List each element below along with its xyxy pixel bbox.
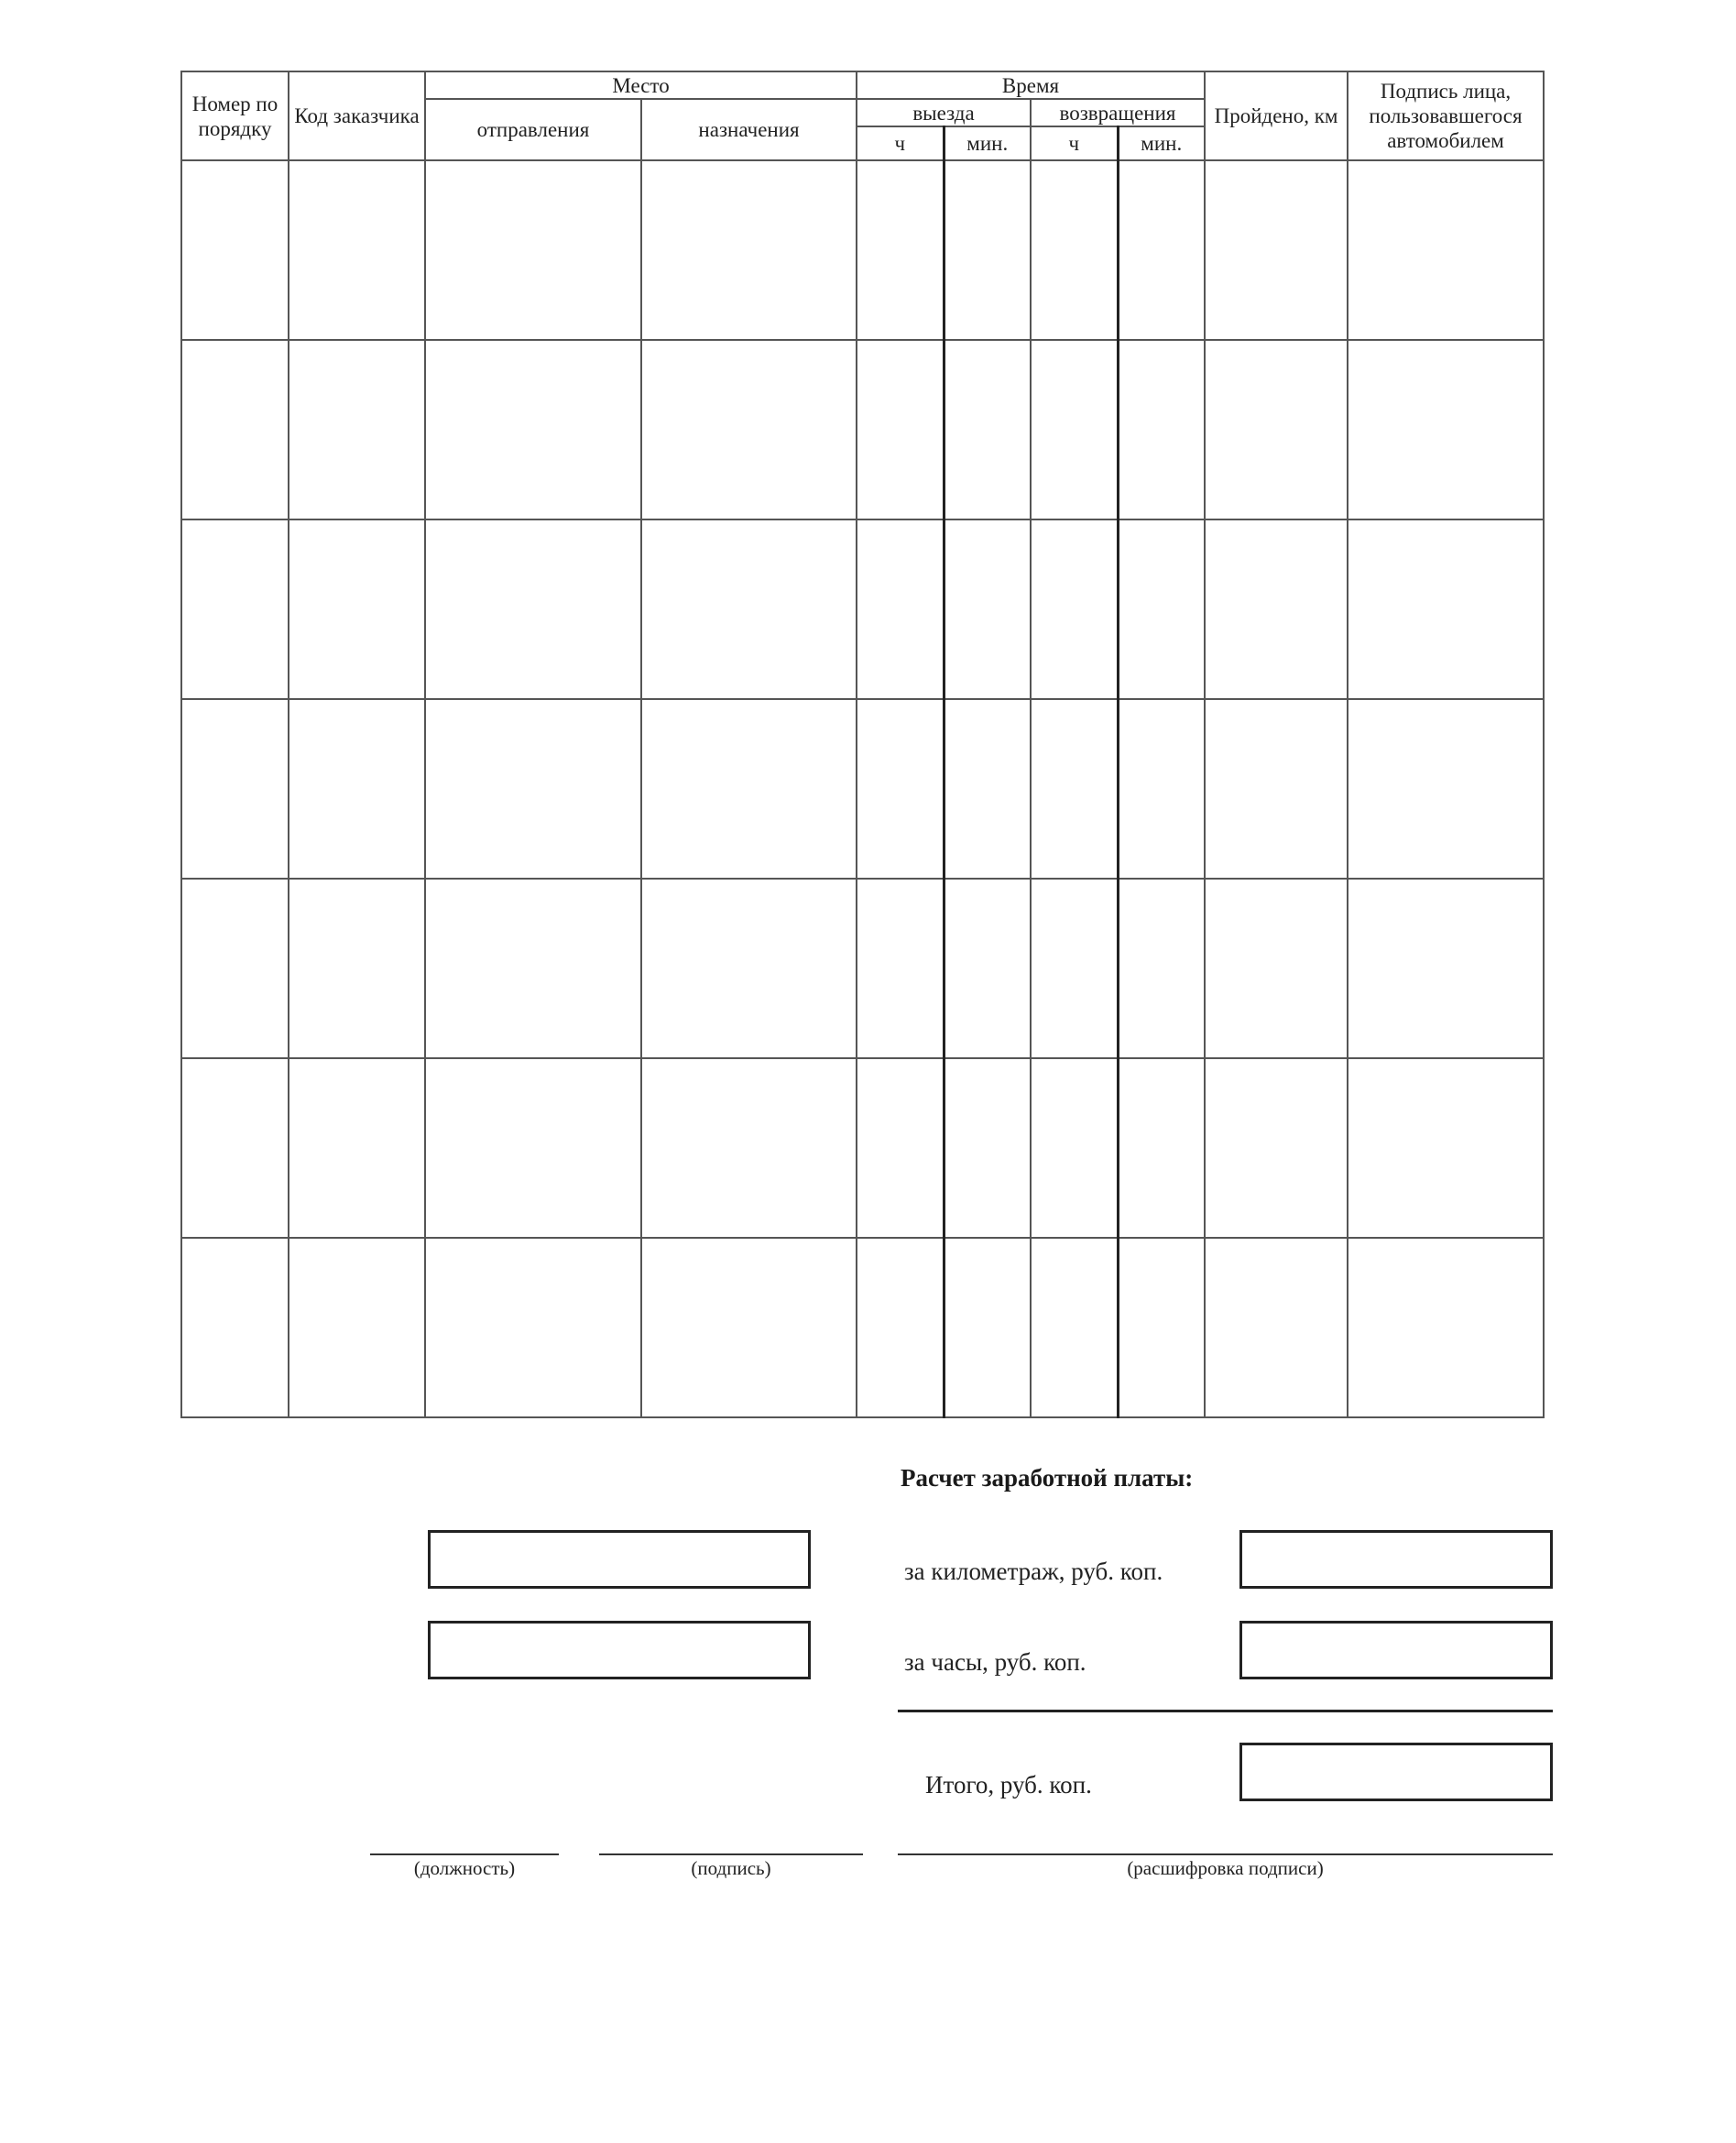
- table-cell[interactable]: [641, 519, 857, 699]
- table-cell[interactable]: [1348, 1058, 1544, 1238]
- table-cell[interactable]: [1031, 1238, 1118, 1417]
- table-cell[interactable]: [857, 1058, 944, 1238]
- table-cell[interactable]: [944, 1058, 1031, 1238]
- mileage-label: за километраж, руб. коп.: [904, 1558, 1163, 1585]
- table-cell[interactable]: [1118, 699, 1205, 879]
- table-cell[interactable]: [289, 1238, 425, 1417]
- header-destination-place: назначения: [641, 99, 857, 160]
- table-cell[interactable]: [1031, 340, 1118, 519]
- table-cell[interactable]: [181, 1058, 289, 1238]
- table-row: [181, 340, 1544, 519]
- header-place: Место: [425, 71, 857, 99]
- table-cell[interactable]: [1118, 519, 1205, 699]
- table-cell[interactable]: [1118, 879, 1205, 1058]
- table-cell[interactable]: [181, 519, 289, 699]
- decoding-caption: (расшифровка подписи): [1127, 1857, 1324, 1879]
- total-label: Итого, руб. коп.: [925, 1771, 1092, 1799]
- table-cell[interactable]: [1118, 1058, 1205, 1238]
- table-cell[interactable]: [425, 1058, 641, 1238]
- table-cell[interactable]: [641, 699, 857, 879]
- table-row: [181, 519, 1544, 699]
- signature-line[interactable]: [599, 1853, 863, 1855]
- trip-log-table: [180, 71, 1545, 1418]
- hours-amount-field[interactable]: [1239, 1621, 1553, 1679]
- decoding-line[interactable]: [898, 1853, 1553, 1855]
- table-cell[interactable]: [1205, 1058, 1348, 1238]
- table-cell[interactable]: [289, 519, 425, 699]
- table-cell[interactable]: [1118, 160, 1205, 340]
- table-cell[interactable]: [857, 879, 944, 1058]
- header-user-signature: Подпись лица, пользовавшегося автомобилем: [1348, 71, 1544, 160]
- table-cell[interactable]: [1118, 1238, 1205, 1417]
- table-cell[interactable]: [181, 340, 289, 519]
- table-cell[interactable]: [944, 879, 1031, 1058]
- table-cell[interactable]: [1205, 879, 1348, 1058]
- mileage-amount-field[interactable]: [1239, 1530, 1553, 1589]
- signature-caption: (подпись): [691, 1857, 771, 1879]
- table-cell[interactable]: [857, 519, 944, 699]
- table-cell[interactable]: [425, 160, 641, 340]
- position-line[interactable]: [370, 1853, 559, 1855]
- total-divider: [898, 1710, 1553, 1712]
- position-caption: (должность): [413, 1857, 516, 1879]
- table-cell[interactable]: [289, 160, 425, 340]
- table-cell[interactable]: [641, 1238, 857, 1417]
- table-row: [181, 1058, 1544, 1238]
- table-cell[interactable]: [181, 1238, 289, 1417]
- table-cell[interactable]: [1031, 519, 1118, 699]
- left-blank-box-1[interactable]: [428, 1530, 811, 1589]
- table-cell[interactable]: [857, 1238, 944, 1417]
- table-cell[interactable]: [944, 699, 1031, 879]
- left-blank-box-2[interactable]: [428, 1621, 811, 1679]
- table-cell[interactable]: [1348, 879, 1544, 1058]
- table-cell[interactable]: [944, 160, 1031, 340]
- header-departure-time: выезда: [857, 99, 1031, 126]
- table-cell[interactable]: [181, 699, 289, 879]
- table-cell[interactable]: [289, 699, 425, 879]
- table-cell[interactable]: [641, 879, 857, 1058]
- table-cell[interactable]: [425, 1238, 641, 1417]
- table-cell[interactable]: [641, 1058, 857, 1238]
- table-cell[interactable]: [425, 879, 641, 1058]
- header-departure-place: отправления: [425, 99, 641, 160]
- salary-heading: Расчет заработной платы:: [901, 1464, 1194, 1492]
- table-row: [181, 699, 1544, 879]
- hours-label: за часы, руб. коп.: [904, 1648, 1086, 1676]
- table-cell[interactable]: [1031, 160, 1118, 340]
- header-departure-hours: ч: [857, 126, 944, 160]
- table-cell[interactable]: [289, 340, 425, 519]
- table-cell[interactable]: [1205, 699, 1348, 879]
- table-cell[interactable]: [1205, 519, 1348, 699]
- table-cell[interactable]: [1031, 699, 1118, 879]
- header-time: Время: [857, 71, 1205, 99]
- header-customer-code: Код заказчика: [289, 71, 425, 160]
- table-cell[interactable]: [857, 340, 944, 519]
- table-cell[interactable]: [1205, 1238, 1348, 1417]
- table-cell[interactable]: [1118, 340, 1205, 519]
- table-cell[interactable]: [1348, 699, 1544, 879]
- table-cell[interactable]: [1348, 160, 1544, 340]
- table-cell[interactable]: [944, 519, 1031, 699]
- table-row: [181, 1238, 1544, 1417]
- table-cell[interactable]: [944, 340, 1031, 519]
- table-cell[interactable]: [289, 1058, 425, 1238]
- header-row-number: Номер по порядку: [181, 71, 289, 160]
- table-cell[interactable]: [1348, 1238, 1544, 1417]
- table-cell[interactable]: [181, 160, 289, 340]
- table-cell[interactable]: [425, 699, 641, 879]
- table-cell[interactable]: [425, 519, 641, 699]
- table-cell[interactable]: [1348, 340, 1544, 519]
- total-amount-field[interactable]: [1239, 1743, 1553, 1801]
- header-return-hours: ч: [1031, 126, 1118, 160]
- header-departure-minutes: мин.: [944, 126, 1031, 160]
- table-cell[interactable]: [289, 879, 425, 1058]
- header-return-time: возвращения: [1031, 99, 1205, 126]
- table-row: [181, 160, 1544, 340]
- table-cell[interactable]: [1205, 340, 1348, 519]
- header-return-minutes: мин.: [1118, 126, 1205, 160]
- table-cell[interactable]: [641, 160, 857, 340]
- table-cell[interactable]: [181, 879, 289, 1058]
- table-row: [181, 879, 1544, 1058]
- table-cell[interactable]: [1348, 519, 1544, 699]
- table-cell[interactable]: [1205, 160, 1348, 340]
- table-cell[interactable]: [857, 699, 944, 879]
- table-cell[interactable]: [857, 160, 944, 340]
- header-distance: Пройдено, км: [1205, 71, 1348, 160]
- table-cell[interactable]: [944, 1238, 1031, 1417]
- table-cell[interactable]: [1031, 1058, 1118, 1238]
- table-cell[interactable]: [1031, 879, 1118, 1058]
- table-cell[interactable]: [641, 340, 857, 519]
- table-cell[interactable]: [425, 340, 641, 519]
